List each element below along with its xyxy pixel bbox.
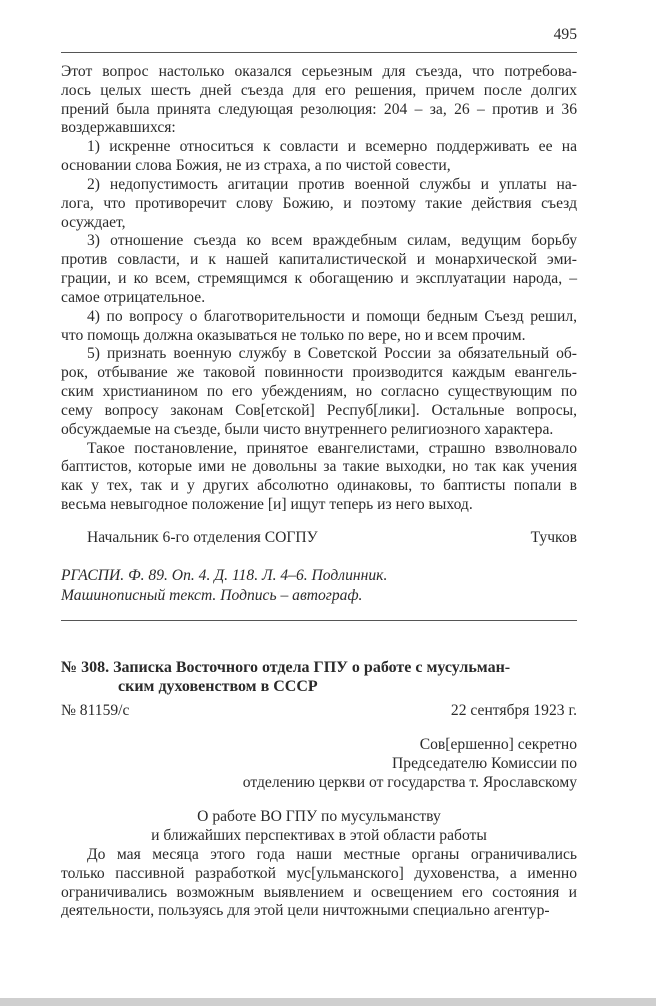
source-line: Машинописный текст. Подпись – автограф. [61, 586, 363, 604]
text-line: сему вопросу законам Сов[етской] Респуб[лики]. Остальные вопросы, [61, 401, 577, 419]
text-line: лось целых шесть дней съезда для его решения, причем после долгих [61, 81, 577, 99]
text-line: Такое постановление, принятое евангелистами, страшно взволновало [87, 439, 577, 457]
addressee-line: отделению церкви от государства т. Ярославскому [242, 773, 577, 791]
text-line: 3) отношение съезда ко всем враждебным силам, ведущим борьбу [87, 232, 577, 250]
text-line: только пассивной разработкой мус[ульманского] духовенства, а именно [61, 864, 577, 882]
heading-line: № 308. Записка Восточного отдела ГПУ о работе с мусульман- [61, 659, 511, 676]
text-line: 2) недопустимость агитации против военной службы и уплаты на- [87, 175, 577, 193]
document-308-body [61, 846, 577, 921]
text-line: 1) искренне относиться к совласти и всемерно поддерживать ее на [87, 138, 577, 156]
text-line: грации, и ко всем, стремящимся к обогащению и эксплуатации народа, – [61, 270, 577, 288]
text-line: деятельности, пользуясь для этой цели ничтожными специально агентур- [61, 902, 550, 920]
text-line: обсуждаемые на съезде, были чисто внутреннего религиозного характера. [61, 420, 554, 438]
text-line: рок, отбывание же таковой повинности производится каждым евангель- [61, 364, 577, 382]
addressee-block [61, 736, 577, 792]
text-line: осуждает, [61, 213, 126, 231]
text-line: весьма невыгодное положение [и] ищут теперь из него выход. [61, 496, 473, 514]
text-line: что помощь должна оказываться не только по вере, но и всем прочим. [61, 326, 526, 344]
text-line: 4) по вопросу о благотворительности и помощи бедным Съезд решил, [87, 307, 577, 325]
document-meta [61, 702, 577, 721]
text-line: воздержавшихся: [61, 119, 176, 137]
addressee-line: Председателю Комиссии по [392, 754, 577, 772]
signature-line [61, 529, 577, 548]
text-line: основании слова Божия, не из страха, а по чистой совести, [61, 157, 451, 175]
text-line: против совласти, и к нашей капиталистической и монархической эми- [61, 251, 577, 269]
text-line: 5) признать военную службу в Советской России за обязательный об- [87, 345, 577, 363]
text-line: ограничивались возможным выявлением и освещением его состояния и [61, 883, 577, 901]
archive-source [61, 567, 577, 606]
document-heading [61, 659, 577, 697]
text-line: ским христианином по его убеждениям, но согласно существующим по [61, 383, 577, 401]
document-number: № 81159/с [61, 702, 130, 719]
signature-position: Начальник 6-го отделения СОГПУ [87, 529, 318, 546]
document-date: 22 сентября 1923 г. [450, 702, 577, 719]
text-line: баптистов, которые ими не довольны за такие выходки, но так как учения [61, 458, 577, 476]
text-line: как у тех, так и у других абсолютно одинаковы, то баптисты попали в [61, 477, 577, 495]
page-edge [0, 998, 656, 1006]
text-line: До мая месяца этого года наши местные органы ограничивались [87, 846, 577, 863]
heading-line: ским духовенством в СССР [118, 677, 318, 695]
header-rule [61, 52, 577, 53]
page-number: 495 [553, 26, 577, 43]
title-line: О работе ВО ГПУ по мусульманству [197, 808, 441, 825]
secrecy-mark: Сов[ершенно] секретно [419, 736, 577, 753]
text-line: лога, что противоречит слову Божию, и поэтому такие действия съезд [61, 194, 577, 212]
document-title [61, 808, 577, 846]
text-line: Этот вопрос настолько оказался серьезным для съезда, что потребова- [61, 63, 577, 80]
text-line: самое отрицательное. [61, 288, 206, 306]
source-line: РГАСПИ. Ф. 89. Оп. 4. Д. 118. Л. 4–6. Подлинник. [61, 567, 388, 584]
text-line: прений была принята следующая резолюция: 204 – за, 26 – против и 36 [61, 100, 577, 118]
signature-name: Тучков [530, 529, 577, 546]
document-307-body [61, 63, 577, 515]
title-line: и ближайших перспективах в этой области работы [151, 826, 487, 844]
section-rule [61, 620, 577, 621]
